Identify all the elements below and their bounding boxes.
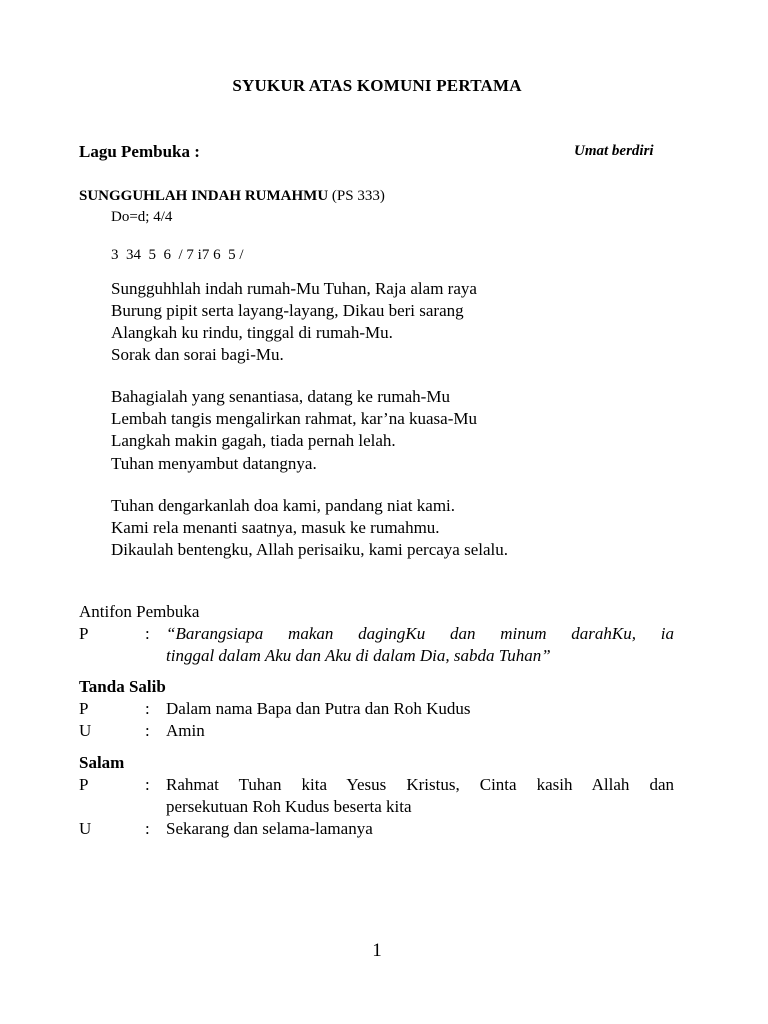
greeting-heading: Salam <box>79 753 125 772</box>
antiphon-colon: : <box>145 624 150 643</box>
greeting-speaker-u: U <box>79 819 92 838</box>
greeting-u-text: Sekarang dan selama-lamanya <box>166 819 373 838</box>
verse-2-line-1: Bahagialah yang senantiasa, datang ke rumah-Mu <box>111 387 450 406</box>
opening-song-label: Lagu Pembuka : <box>79 142 200 161</box>
verse-3-line-3: Dikaulah bentengku, Allah perisaiku, kami percaya selalu. <box>111 540 509 559</box>
antiphon-speaker: P <box>79 624 89 643</box>
greeting-p-line-2: persekutuan Roh Kudus beserta kita <box>166 797 412 816</box>
song-reference: (PS 333) <box>331 188 385 204</box>
greeting-p-line-1: Rahmat Tuhan kita Yesus Kristus, Cinta kasih Allah dan <box>166 775 674 794</box>
verse-1-line-2: Burung pipit serta layang-layang, Dikau beri sarang <box>111 301 464 320</box>
verse-1-line-3: Alangkah ku rindu, tinggal di rumah-Mu. <box>111 323 393 342</box>
verse-2-line-4: Tuhan menyambut datangnya. <box>111 454 317 473</box>
greeting-colon-p: : <box>145 775 150 794</box>
song-key: Do=d; 4/4 <box>111 209 173 225</box>
song-title: SUNGGUHLAH INDAH RUMAHMU <box>79 188 329 204</box>
greeting-colon-u: : <box>145 819 150 838</box>
verse-1-line-1: Sungguhhlah indah rumah-Mu Tuhan, Raja alam raya <box>111 279 477 298</box>
verse-1-line-4: Sorak dan sorai bagi-Mu. <box>111 345 284 364</box>
song-heading <box>79 188 385 205</box>
greeting-speaker-p: P <box>79 775 89 794</box>
opening-instruction: Umat berdiri <box>574 143 654 159</box>
sign-of-cross-text-u: Amin <box>166 721 205 740</box>
antiphon-line-2: tinggal dalam Aku dan Aku di dalam Dia, sabda Tuhan” <box>166 646 551 665</box>
page-title: SYUKUR ATAS KOMUNI PERTAMA <box>232 76 522 95</box>
sign-of-cross-speaker-p: P <box>79 699 89 718</box>
sign-of-cross-colon-u: : <box>145 721 150 740</box>
page-number: 1 <box>372 940 382 961</box>
antiphon-line-1: “Barangsiapa makan dagingKu dan minum darahKu, ia <box>166 624 674 643</box>
sign-of-cross-speaker-u: U <box>79 721 92 740</box>
verse-2-line-2: Lembah tangis mengalirkan rahmat, kar’na kuasa-Mu <box>111 409 477 428</box>
verse-3-line-1: Tuhan dengarkanlah doa kami, pandang niat kami. <box>111 496 456 515</box>
verse-3-line-2: Kami rela menanti saatnya, masuk ke rumahmu. <box>111 518 440 537</box>
verse-2-line-3: Langkah makin gagah, tiada pernah lelah. <box>111 431 396 450</box>
sign-of-cross-colon-p: : <box>145 699 150 718</box>
antiphon-heading: Antifon Pembuka <box>79 602 200 621</box>
song-notation: 3 34 5 6 / 7 i7 6 5 / <box>111 247 244 263</box>
sign-of-cross-text-p: Dalam nama Bapa dan Putra dan Roh Kudus <box>166 699 471 718</box>
sign-of-cross-heading: Tanda Salib <box>79 677 166 696</box>
